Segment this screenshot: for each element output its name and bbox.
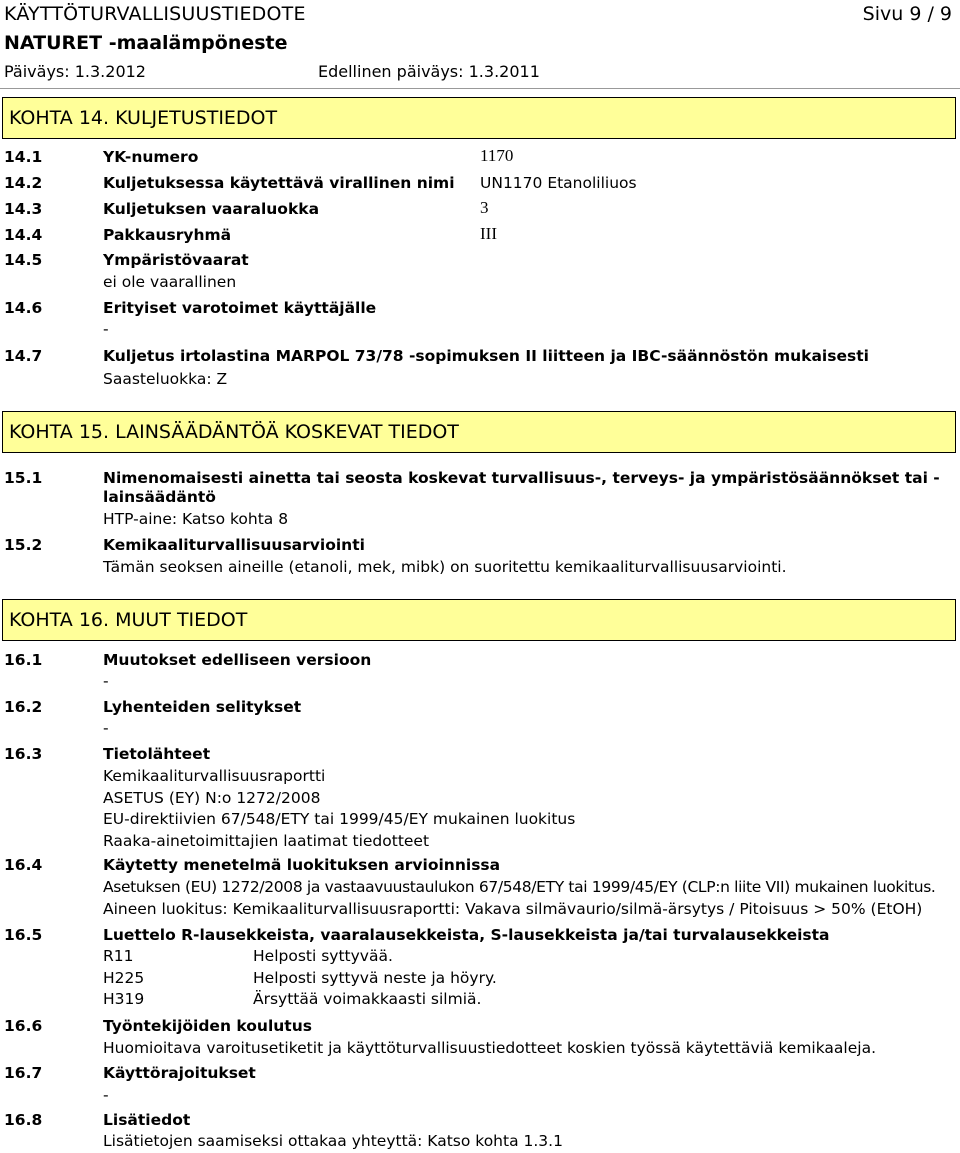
- item-label: Kemikaaliturvallisuusarviointi: [103, 536, 365, 554]
- item-value: UN1170 Etanoliliuos: [480, 174, 637, 192]
- phrase-text: Ärsyttää voimakkaasti silmiä.: [253, 990, 482, 1008]
- item-label: Käytetty menetelmä luokituksen arvioinnissa: [103, 856, 501, 874]
- item-label: Erityiset varotoimet käyttäjälle: [103, 299, 377, 317]
- item-number: 14.7: [4, 347, 43, 365]
- item-number: 16.5: [4, 926, 43, 944]
- item-text: Lisätietojen saamiseksi ottakaa yhteyttä: Katso kohta 1.3.1: [103, 1132, 563, 1150]
- product-name: NATURET -maalämpöneste: [4, 32, 288, 54]
- item-text: Saasteluokka: Z: [103, 370, 228, 388]
- item-label: YK-numero: [103, 148, 199, 166]
- item-label: Lyhenteiden selitykset: [103, 698, 302, 716]
- item-text: -: [103, 320, 109, 338]
- item-label: Tietolähteet: [103, 745, 211, 763]
- item-label: Työntekijöiden koulutus: [103, 1017, 312, 1035]
- item-value: III: [480, 224, 497, 243]
- item-text: -: [103, 1086, 109, 1104]
- item-value: 1170: [480, 146, 514, 165]
- item-number: 14.4: [4, 226, 43, 244]
- item-text: -: [103, 719, 109, 737]
- item-label: Lisätiedot: [103, 1111, 191, 1129]
- phrase-text: Helposti syttyvää.: [253, 947, 393, 965]
- section-14-title: KOHTA 14. KULJETUSTIEDOT: [9, 107, 278, 129]
- header-divider: [0, 88, 960, 89]
- item-number: 14.5: [4, 251, 43, 269]
- phrase-code: H319: [103, 990, 145, 1008]
- item-number: 16.2: [4, 698, 43, 716]
- previous-date: Edellinen päiväys: 1.3.2011: [318, 62, 540, 81]
- item-text: ei ole vaarallinen: [103, 273, 237, 291]
- section-15-title: KOHTA 15. LAINSÄÄDÄNTÖÄ KOSKEVAT TIEDOT: [9, 421, 459, 443]
- document-type: KÄYTTÖTURVALLISUUSTIEDOTE: [4, 3, 306, 25]
- item-number: 15.2: [4, 536, 43, 554]
- phrase-text: Helposti syttyvä neste ja höyry.: [253, 969, 497, 987]
- item-number: 16.6: [4, 1017, 43, 1035]
- item-label: Luettelo R-lausekkeista, vaaralausekkeista, S-lausekkeista ja/tai turvalausekkeista: [103, 926, 830, 944]
- method-line: Aineen luokitus: Kemikaaliturvallisuusraportti: Vakava silmävaurio/silmä-ärsytys / Pitoisuus > 50% (EtOH): [103, 900, 923, 918]
- phrase-code: H225: [103, 969, 145, 987]
- source-line: EU-direktiivien 67/548/ETY tai 1999/45/EY mukainen luokitus: [103, 810, 576, 828]
- source-line: ASETUS (EY) N:o 1272/2008: [103, 789, 321, 807]
- method-line: Asetuksen (EU) 1272/2008 ja vastaavuustaulukon 67/548/ETY tai 1999/45/EY (CLP:n liite VII) mukainen luokitus.: [103, 878, 936, 896]
- item-text: Tämän seoksen aineille (etanoli, mek, mibk) on suoritettu kemikaaliturvallisuusarviointi.: [103, 558, 787, 576]
- item-label: Nimenomaisesti ainetta tai seosta koskevat turvallisuus-, terveys- ja ympäristösäännökset tai -: [103, 469, 940, 487]
- item-number: 16.8: [4, 1111, 43, 1129]
- item-label: Kuljetuksessa käytettävä virallinen nimi: [103, 174, 455, 192]
- phrase-code: R11: [103, 947, 134, 965]
- item-label-continued: lainsäädäntö: [103, 488, 216, 506]
- item-number: 16.3: [4, 745, 43, 763]
- item-number: 15.1: [4, 469, 43, 487]
- section-16-header: [2, 599, 956, 641]
- item-label: Kuljetus irtolastina MARPOL 73/78 -sopimuksen II liitteen ja IBC-säännöstön mukaisesti: [103, 347, 869, 365]
- item-number: 14.6: [4, 299, 43, 317]
- item-label: Ympäristövaarat: [103, 251, 249, 269]
- item-label: Kuljetuksen vaaraluokka: [103, 200, 320, 218]
- item-text: -: [103, 672, 109, 690]
- item-number: 16.4: [4, 856, 43, 874]
- item-number: 14.3: [4, 200, 43, 218]
- item-text: HTP-aine: Katso kohta 8: [103, 510, 289, 528]
- item-number: 16.7: [4, 1064, 43, 1082]
- source-line: Kemikaaliturvallisuusraportti: [103, 767, 326, 785]
- item-label: Pakkausryhmä: [103, 226, 232, 244]
- item-value: 3: [480, 198, 489, 217]
- item-label: Käyttörajoitukset: [103, 1064, 256, 1082]
- issue-date: Päiväys: 1.3.2012: [4, 62, 146, 81]
- section-14-header: [2, 97, 956, 139]
- section-16-title: KOHTA 16. MUUT TIEDOT: [9, 609, 248, 631]
- item-number: 14.2: [4, 174, 43, 192]
- item-number: 14.1: [4, 148, 43, 166]
- page-number: Sivu 9 / 9: [862, 3, 952, 25]
- item-number: 16.1: [4, 651, 43, 669]
- section-15-header: [2, 411, 956, 453]
- source-line: Raaka-ainetoimittajien laatimat tiedotteet: [103, 832, 430, 850]
- item-label: Muutokset edelliseen versioon: [103, 651, 372, 669]
- item-text: Huomioitava varoitusetiketit ja käyttöturvallisuustiedotteet koskien työssä käytettäviä kemikaaleja.: [103, 1039, 876, 1057]
